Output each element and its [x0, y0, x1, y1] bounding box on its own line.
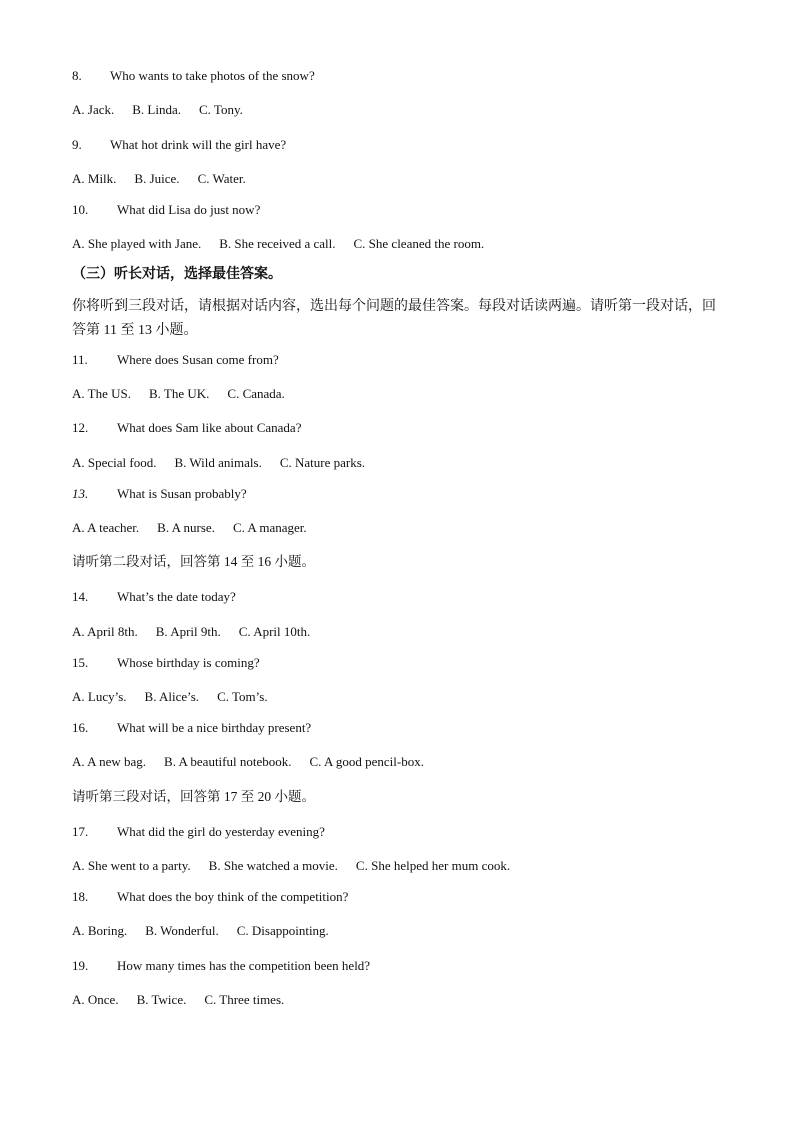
question-text: What does Sam like about Canada? — [117, 420, 302, 435]
question-number: 17. — [72, 824, 89, 839]
question-8 — [72, 67, 315, 85]
option-c: C. Three times. — [204, 992, 285, 1007]
question-number: 18. — [72, 889, 89, 904]
options-10 — [72, 235, 502, 253]
option-c: C. She helped her mum cook. — [355, 858, 511, 873]
options-13 — [72, 519, 325, 537]
option-a: A. April 8th. — [72, 624, 138, 639]
option-a: A. A new bag. — [72, 754, 147, 769]
options-12 — [72, 454, 383, 472]
options-8 — [72, 101, 261, 119]
options-18 — [72, 922, 347, 940]
option-c: C. April 10th. — [238, 624, 311, 639]
option-b: B. Linda. — [132, 102, 181, 117]
question-number: 16. — [72, 720, 89, 735]
option-b: B. Wild animals. — [174, 455, 262, 470]
option-a: A. Milk. — [72, 171, 117, 186]
question-17 — [72, 823, 325, 841]
option-c: C. Tom’s. — [217, 689, 268, 704]
option-b: B. Alice’s. — [144, 689, 200, 704]
question-text: What hot drink will the girl have? — [110, 137, 287, 152]
question-18 — [72, 888, 348, 906]
question-number: 19. — [72, 958, 89, 973]
option-b: B. The UK. — [148, 386, 210, 401]
question-11 — [72, 351, 279, 369]
question-text: How many times has the competition been held? — [117, 958, 371, 973]
option-b: B. April 9th. — [155, 624, 221, 639]
option-c: C. Disappointing. — [236, 923, 329, 938]
question-number: 10. — [72, 202, 89, 217]
options-15 — [72, 688, 286, 706]
option-a: A. A teacher. — [72, 520, 140, 535]
question-text: Who wants to take photos of the snow? — [110, 68, 315, 83]
options-17 — [72, 857, 528, 875]
question-number: 15. — [72, 655, 89, 670]
question-number: 11. — [72, 352, 88, 367]
question-number: 14. — [72, 589, 89, 604]
dialogue-2-instruction: 请听第二段对话，回答第 14 至 16 小题。 — [72, 554, 315, 569]
question-10 — [72, 201, 260, 219]
question-text: What did the girl do yesterday evening? — [117, 824, 325, 839]
option-c: C. She cleaned the room. — [353, 236, 485, 251]
option-a: A. The US. — [72, 386, 131, 401]
question-12 — [72, 419, 301, 437]
option-b: B. A nurse. — [157, 520, 215, 535]
question-text: What is Susan probably? — [117, 486, 247, 501]
option-c: C. Canada. — [227, 386, 285, 401]
option-c: C. A manager. — [232, 520, 307, 535]
option-b: B. Juice. — [134, 171, 180, 186]
option-b: B. A beautiful notebook. — [164, 754, 292, 769]
instruction-paragraph: 你将听到三段对话，请根据对话内容，选出每个问题的最佳答案。每段对话读两遍。请听第一段对话，回答第 11 至 13 小题。 — [72, 299, 716, 338]
question-15 — [72, 654, 260, 672]
question-text: What does the boy think of the competition? — [117, 889, 349, 904]
question-19 — [72, 957, 370, 975]
question-14 — [72, 588, 236, 606]
options-16 — [72, 753, 442, 771]
option-c: C. Nature parks. — [279, 455, 366, 470]
option-a: A. Jack. — [72, 102, 115, 117]
question-text: Whose birthday is coming? — [117, 655, 260, 670]
option-b: B. She received a call. — [219, 236, 336, 251]
question-number: 9. — [72, 137, 82, 152]
option-a: A. Special food. — [72, 455, 157, 470]
option-a: A. Once. — [72, 992, 119, 1007]
question-9 — [72, 136, 286, 154]
options-9 — [72, 170, 264, 188]
option-c: C. Tony. — [199, 102, 243, 117]
option-a: A. Boring. — [72, 923, 128, 938]
option-b: B. Wonderful. — [145, 923, 219, 938]
option-c: C. Water. — [197, 171, 246, 186]
options-19 — [72, 991, 302, 1009]
options-14 — [72, 623, 328, 641]
question-16 — [72, 719, 311, 737]
option-c: C. A good pencil-box. — [309, 754, 424, 769]
option-a: A. Lucy’s. — [72, 689, 127, 704]
option-b: B. She watched a movie. — [208, 858, 338, 873]
question-13 — [72, 485, 247, 503]
section-heading: （三）听长对话，选择最佳答案。 — [72, 267, 282, 282]
dialogue-3-instruction: 请听第三段对话，回答第 17 至 20 小题。 — [72, 789, 315, 804]
question-text: What’s the date today? — [117, 589, 236, 604]
question-number: 8. — [72, 68, 82, 83]
options-11 — [72, 385, 303, 403]
question-number: 13. — [72, 486, 89, 501]
question-text: What did Lisa do just now? — [117, 202, 261, 217]
question-text: What will be a nice birthday present? — [117, 720, 312, 735]
question-number: 12. — [72, 420, 89, 435]
option-a: A. She went to a party. — [72, 858, 191, 873]
option-b: B. Twice. — [136, 992, 187, 1007]
option-a: A. She played with Jane. — [72, 236, 202, 251]
question-text: Where does Susan come from? — [117, 352, 279, 367]
